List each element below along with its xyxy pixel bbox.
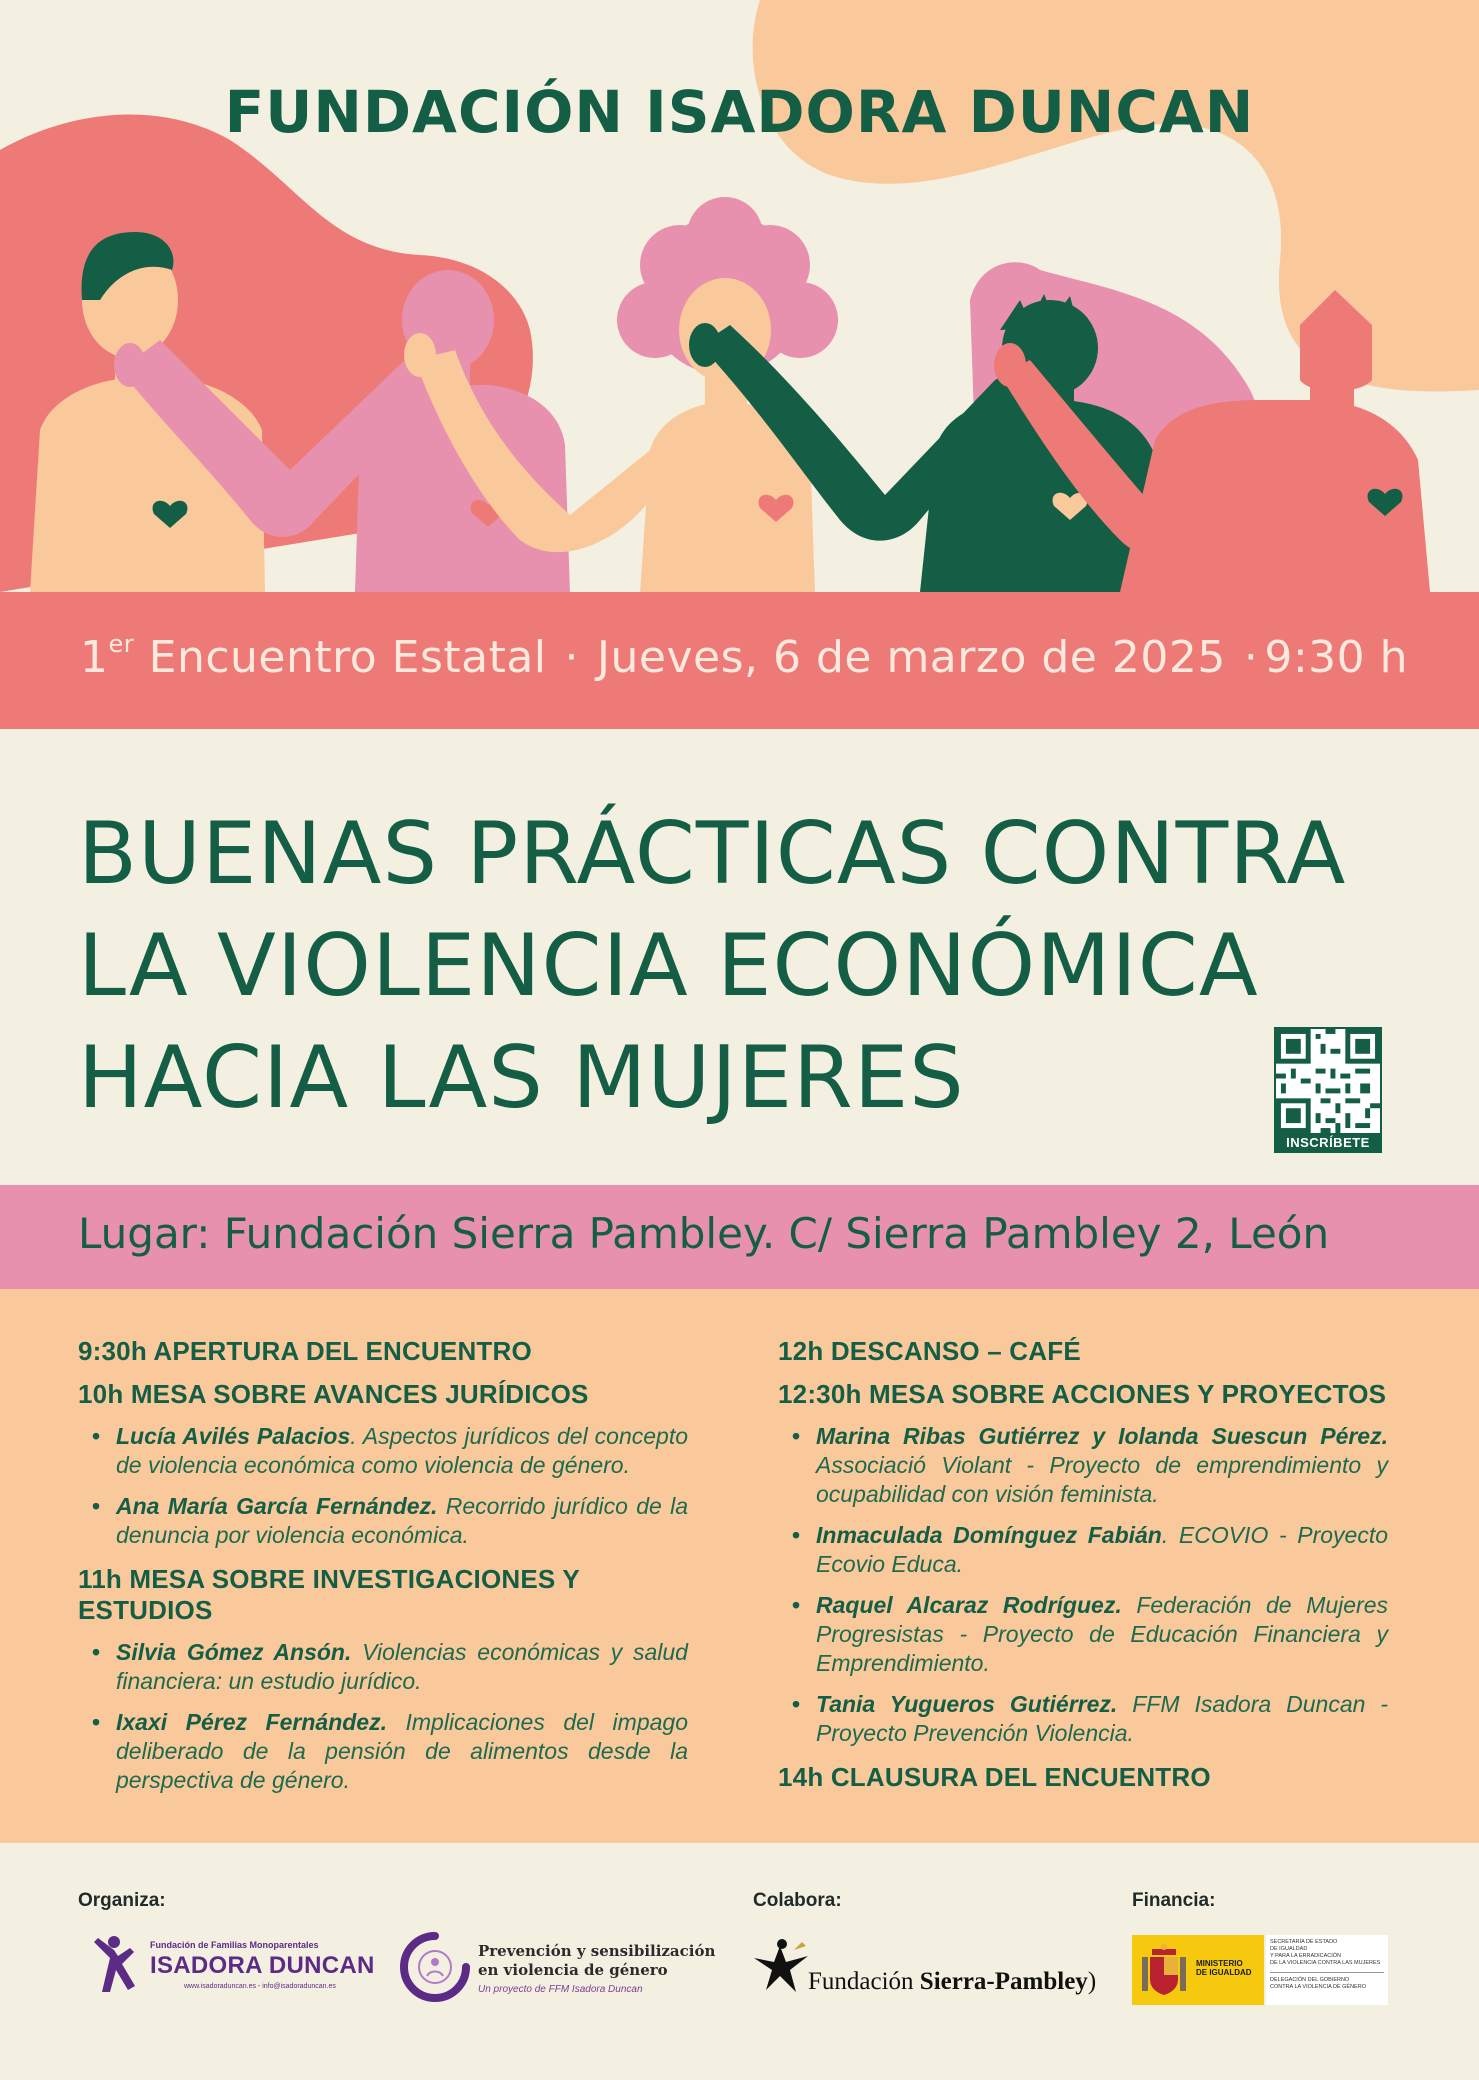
program-column-left — [78, 1336, 688, 1809]
talk-title: Violencias económicas y salud financiera: un estudio jurídico. — [116, 1639, 688, 1694]
sp-regular: Fundación — [808, 1968, 920, 1995]
talk-title: . ECOVIO - Proyecto Ecovio Educa. — [816, 1522, 1388, 1577]
talk-title: . Aspectos jurídicos del concepto de violencia económica como violencia de género. — [116, 1423, 689, 1478]
sierra-pambley-name — [808, 1968, 1096, 1996]
event-ordinal-number: 1 — [80, 632, 109, 683]
speaker-item — [816, 1690, 1388, 1748]
qr-code-icon — [1276, 1029, 1380, 1133]
talk-title: Recorrido jurídico de la denuncia por violencia económica. — [116, 1493, 688, 1548]
financia-label: Financia: — [1132, 1890, 1216, 1911]
sierra-pambley-figure-icon — [750, 1936, 812, 1994]
program-column-right — [778, 1336, 1388, 1805]
colabora-label: Colabora: — [753, 1890, 842, 1911]
secretaria-line: Y PARA LA ERRADICACIÓN — [1270, 1953, 1342, 1959]
event-date: Jueves, 6 de marzo de 2025 — [597, 632, 1226, 683]
speaker-item — [116, 1708, 688, 1795]
divider — [1270, 1972, 1384, 1973]
delegacion-line: CONTRA LA VIOLENCIA DE GÉNERO — [1270, 1984, 1366, 1990]
delegacion-line: DELEGACIÓN DEL GOBIERNO — [1270, 1977, 1350, 1983]
speaker-name: Lucía Avilés Palacios — [116, 1423, 351, 1449]
speaker-item — [116, 1492, 688, 1550]
session-heading: 12h DESCANSO – CAFÉ — [778, 1336, 1081, 1366]
talk-title: Federación de Mujeres Progresistas - Proyecto de Educación Financiera y Emprendimiento. — [816, 1592, 1389, 1676]
coat-of-arms-icon — [1140, 1943, 1188, 1997]
secretaria-line: SECRETARÍA DE ESTADO — [1270, 1939, 1338, 1945]
title-line: HACIA LAS MUJERES — [78, 1028, 965, 1128]
speaker-list — [778, 1422, 1388, 1748]
speaker-item — [816, 1422, 1388, 1509]
speaker-item — [116, 1422, 688, 1480]
prevention-line-2: en violencia de género — [478, 1961, 668, 1979]
secretaria-line: DE LA VIOLENCIA CONTRA LAS MUJERES — [1270, 1960, 1381, 1966]
separator-dot: · — [1243, 632, 1259, 683]
delegacion-text — [1270, 1977, 1366, 1991]
prevention-line-1: Prevención y sensibilización — [478, 1942, 716, 1960]
speaker-name: Ixaxi Pérez Fernández. — [116, 1709, 387, 1735]
ministry-line: MINISTERIO — [1196, 1959, 1243, 1968]
dancer-icon — [88, 1934, 140, 1996]
secretaria-text — [1270, 1939, 1380, 1967]
venue-text: Lugar: Fundación Sierra Pambley. C/ Sierra Pambley 2, León — [78, 1209, 1330, 1258]
talk-title: FFM Isadora Duncan - Proyecto Prevención Violencia. — [816, 1691, 1389, 1746]
sp-paren: ) — [1087, 1968, 1097, 1995]
title-line: LA VIOLENCIA ECONÓMICA — [78, 916, 1259, 1016]
ministry-line: DE IGUALDAD — [1196, 1968, 1252, 1977]
secretaria-line: DE IGUALDAD — [1270, 1946, 1308, 1952]
separator-dot: · — [564, 632, 580, 683]
session-heading: 9:30h APERTURA DEL ENCUENTRO — [78, 1336, 532, 1366]
ministerio-igualdad-logo[interactable] — [1132, 1935, 1388, 2007]
speaker-name: Marina Ribas Gutiérrez y Iolanda Suescun Pérez. — [816, 1423, 1388, 1449]
logo-big-text: ISADORA DUNCAN — [150, 1952, 375, 1979]
title-line: BUENAS PRÁCTICAS CONTRA — [78, 804, 1347, 904]
logo-contact-text: www.isadoraduncan.es - info@isadoraduncan.es — [184, 1983, 336, 1990]
session-heading: 11h MESA SOBRE INVESTIGACIONES Y ESTUDIOS — [78, 1564, 580, 1625]
sp-bold: Sierra-Pambley — [919, 1968, 1088, 1995]
prevencion-logo[interactable] — [400, 1932, 716, 2007]
session-heading: 12:30h MESA SOBRE ACCIONES Y PROYECTOS — [778, 1379, 1387, 1409]
sierra-pambley-logo[interactable] — [750, 1936, 1097, 2006]
session-heading: 10h MESA SOBRE AVANCES JURÍDICOS — [78, 1379, 589, 1409]
speaker-item — [816, 1591, 1388, 1678]
prevention-subtitle: Un proyecto de FFM Isadora Duncan — [478, 1984, 643, 1995]
event-time: 9:30 h — [1264, 632, 1409, 683]
event-ordinal-suffix: er — [108, 630, 135, 659]
speaker-name: Ana María García Fernández. — [116, 1493, 438, 1519]
speaker-item — [816, 1521, 1388, 1579]
talk-title: Associació Violant - Proyecto de emprendimiento y ocupabilidad con visión feminista. — [816, 1452, 1388, 1507]
event-info-line — [80, 632, 1408, 683]
speaker-list — [78, 1422, 688, 1550]
speaker-item — [116, 1638, 688, 1696]
session-heading: 14h CLAUSURA DEL ENCUENTRO — [778, 1762, 1211, 1792]
ministry-name — [1196, 1959, 1252, 1977]
isadora-duncan-logo[interactable] — [88, 1930, 375, 2010]
speaker-name: Inmaculada Domínguez Fabián — [816, 1522, 1162, 1548]
talk-title: Implicaciones del impago deliberado de la pensión de alimentos desde la perspectiva de género. — [116, 1709, 688, 1793]
logo-small-text: Fundación de Familias Monoparentales — [150, 1940, 319, 1950]
event-name: Encuentro Estatal — [148, 632, 547, 683]
speaker-name: Tania Yugueros Gutiérrez. — [816, 1691, 1118, 1717]
organization-title: FUNDACIÓN ISADORA DUNCAN — [224, 78, 1255, 146]
speaker-list — [78, 1638, 688, 1795]
speaker-name: Raquel Alcaraz Rodríguez. — [816, 1592, 1122, 1618]
main-title — [78, 798, 1347, 1134]
organiza-label: Organiza: — [78, 1890, 166, 1911]
registration-qr-code[interactable] — [1274, 1027, 1382, 1135]
qr-label: INSCRÍBETE — [1274, 1133, 1382, 1153]
prevention-circle-icon — [400, 1932, 470, 2002]
speaker-name: Silvia Gómez Ansón. — [116, 1639, 352, 1665]
